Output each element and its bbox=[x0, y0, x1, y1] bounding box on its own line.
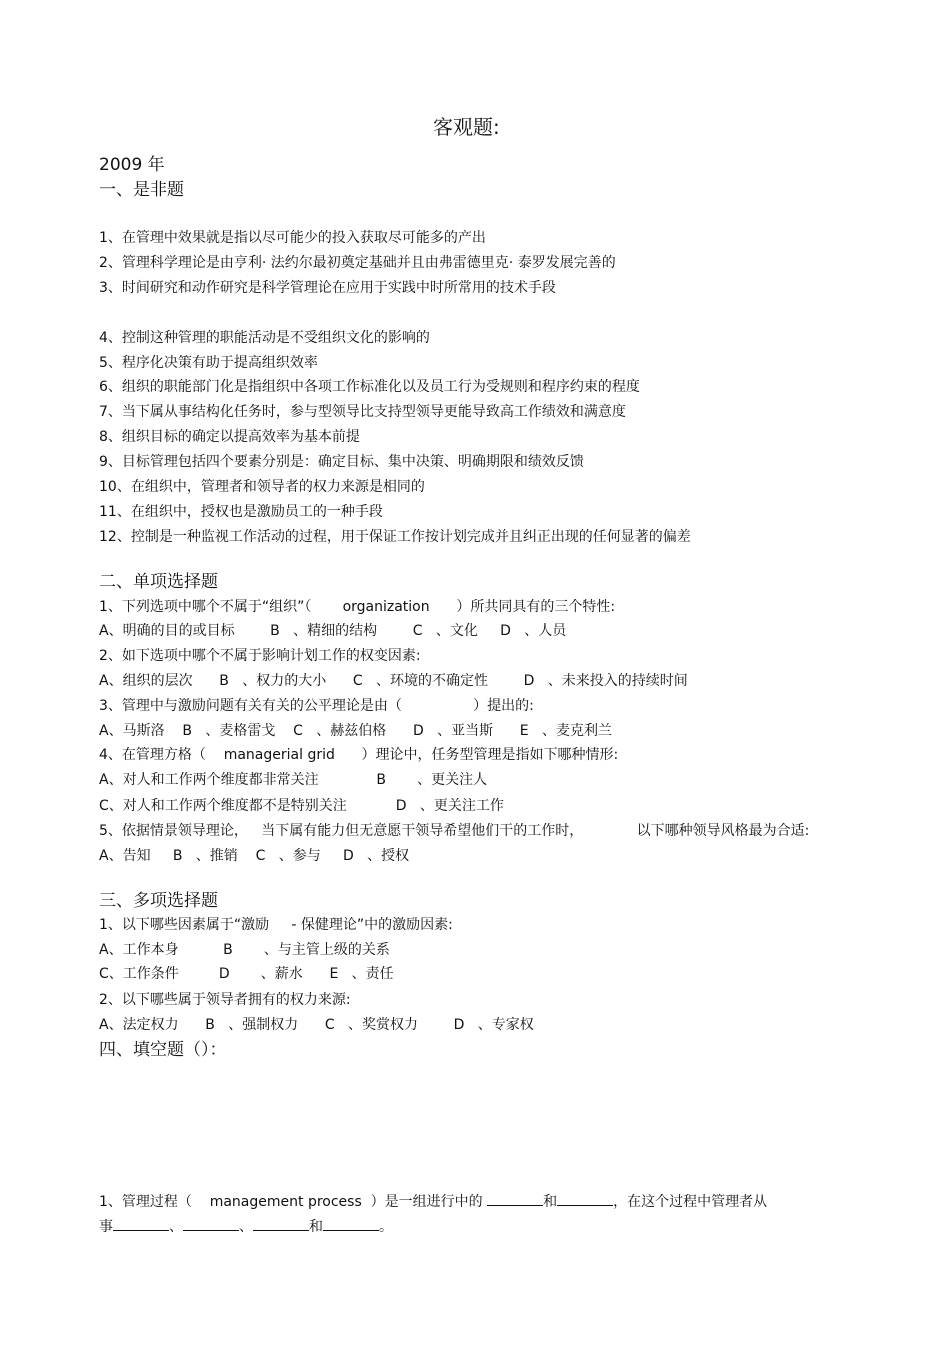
option-line: C、对人和工作两个维度都不是特别关注 D 、更关注工作 bbox=[99, 798, 504, 814]
separator-text: 、 bbox=[169, 1219, 183, 1235]
question-line: 4、在管理方格（ managerial grid ）理论中，任务型管理是指如下哪种情形: bbox=[99, 747, 619, 763]
question-line: 1、以下哪些因素属于“激励 - 保健理论”中的激励因素: bbox=[99, 917, 453, 933]
answer-blank[interactable] bbox=[183, 1216, 239, 1231]
answer-blank[interactable] bbox=[253, 1216, 309, 1231]
page-title: 客观题: bbox=[433, 115, 500, 139]
fill-in-question-line-1 bbox=[99, 1191, 767, 1211]
option-line: A、明确的目的或目标 B 、精细的结构 C 、文化 D 、人员 bbox=[99, 623, 567, 639]
list-item: 3、时间研究和动作研究是科学管理论在应用于实践中时所常用的技术手段 bbox=[99, 280, 556, 296]
question-text: 1、管理过程（ management process ）是一组进行中的 bbox=[99, 1194, 483, 1210]
option-line: A、法定权力 B 、强制权力 C 、奖赏权力 D 、专家权 bbox=[99, 1017, 534, 1033]
question-line: 2、如下选项中哪个不属于影响计划工作的权变因素: bbox=[99, 648, 421, 664]
list-item: 10、在组织中，管理者和领导者的权力来源是相同的 bbox=[99, 479, 425, 495]
option-line: C、工作条件 D 、薪水 E 、责任 bbox=[99, 966, 394, 982]
answer-blank[interactable] bbox=[323, 1216, 379, 1231]
list-item: 8、组织目标的确定以提高效率为基本前提 bbox=[99, 429, 360, 445]
connector-text: 和 bbox=[309, 1219, 323, 1235]
question-text: 事 bbox=[99, 1219, 113, 1235]
question-line: 2、以下哪些属于领导者拥有的权力来源: bbox=[99, 992, 351, 1008]
option-line: A、工作本身 B 、与主管上级的关系 bbox=[99, 942, 390, 958]
option-line: A、对人和工作两个维度都非常关注 B 、更关注人 bbox=[99, 772, 488, 788]
section-heading-fill-in: 四、填空题（）： bbox=[99, 1040, 227, 1060]
list-item: 1、在管理中效果就是指以尽可能少的投入获取尽可能多的产出 bbox=[99, 230, 486, 246]
answer-blank[interactable] bbox=[113, 1216, 169, 1231]
question-text: ，在这个过程中管理者从 bbox=[613, 1194, 768, 1210]
list-item: 2、管理科学理论是由亨利· 法约尔最初奠定基础并且由弗雷德里克· 泰罗发展完善的 bbox=[99, 255, 616, 271]
list-item: 12、控制是一种监视工作活动的过程，用于保证工作按计划完成并且纠正出现的任何显著的偏差 bbox=[99, 529, 691, 545]
question-line: 3、管理中与激励问题有关有关的公平理论是由（ ）提出的: bbox=[99, 698, 534, 714]
end-punctuation: 。 bbox=[379, 1219, 393, 1235]
option-line: A、告知 B 、推销 C 、参与 D 、授权 bbox=[99, 848, 410, 864]
connector-text: 和 bbox=[543, 1194, 558, 1210]
list-item: 7、当下属从事结构化任务时，参与型领导比支持型领导更能导致高工作绩效和满意度 bbox=[99, 404, 626, 420]
fill-in-question-line-2 bbox=[99, 1216, 393, 1236]
section-heading-single-choice: 二、单项选择题 bbox=[99, 572, 218, 592]
answer-blank[interactable] bbox=[487, 1191, 543, 1206]
option-line: A、马斯洛 B 、麦格雷戈 C 、赫兹伯格 D 、亚当斯 E 、麦克利兰 bbox=[99, 723, 612, 739]
question-line: 1、下列选项中哪个不属于“组织”（ organization ）所共同具有的三个特性: bbox=[99, 599, 616, 615]
year-heading: 2009 年 bbox=[99, 155, 165, 175]
list-item: 5、程序化决策有助于提高组织效率 bbox=[99, 355, 318, 371]
list-item: 4、控制这种管理的职能活动是不受组织文化的影响的 bbox=[99, 330, 430, 346]
list-item: 6、组织的职能部门化是指组织中各项工作标准化以及员工行为受规则和程序约束的程度 bbox=[99, 379, 640, 395]
answer-blank[interactable] bbox=[557, 1191, 613, 1206]
list-item: 11、在组织中，授权也是激励员工的一种手段 bbox=[99, 504, 383, 520]
section-heading-multiple-choice: 三、多项选择题 bbox=[99, 891, 218, 911]
option-line: A、组织的层次 B 、权力的大小 C 、环境的不确定性 D 、未来投入的持续时间 bbox=[99, 673, 688, 689]
question-line: 5、依据情景领导理论， 当下属有能力但无意愿干领导希望他们干的工作时， 以下哪种领导风格最为合适: bbox=[99, 823, 810, 839]
separator-text: 、 bbox=[239, 1219, 253, 1235]
section-heading-true-false: 一、是非题 bbox=[99, 180, 184, 200]
list-item: 9、目标管理包括四个要素分别是：确定目标、集中决策、明确期限和绩效反馈 bbox=[99, 454, 584, 470]
